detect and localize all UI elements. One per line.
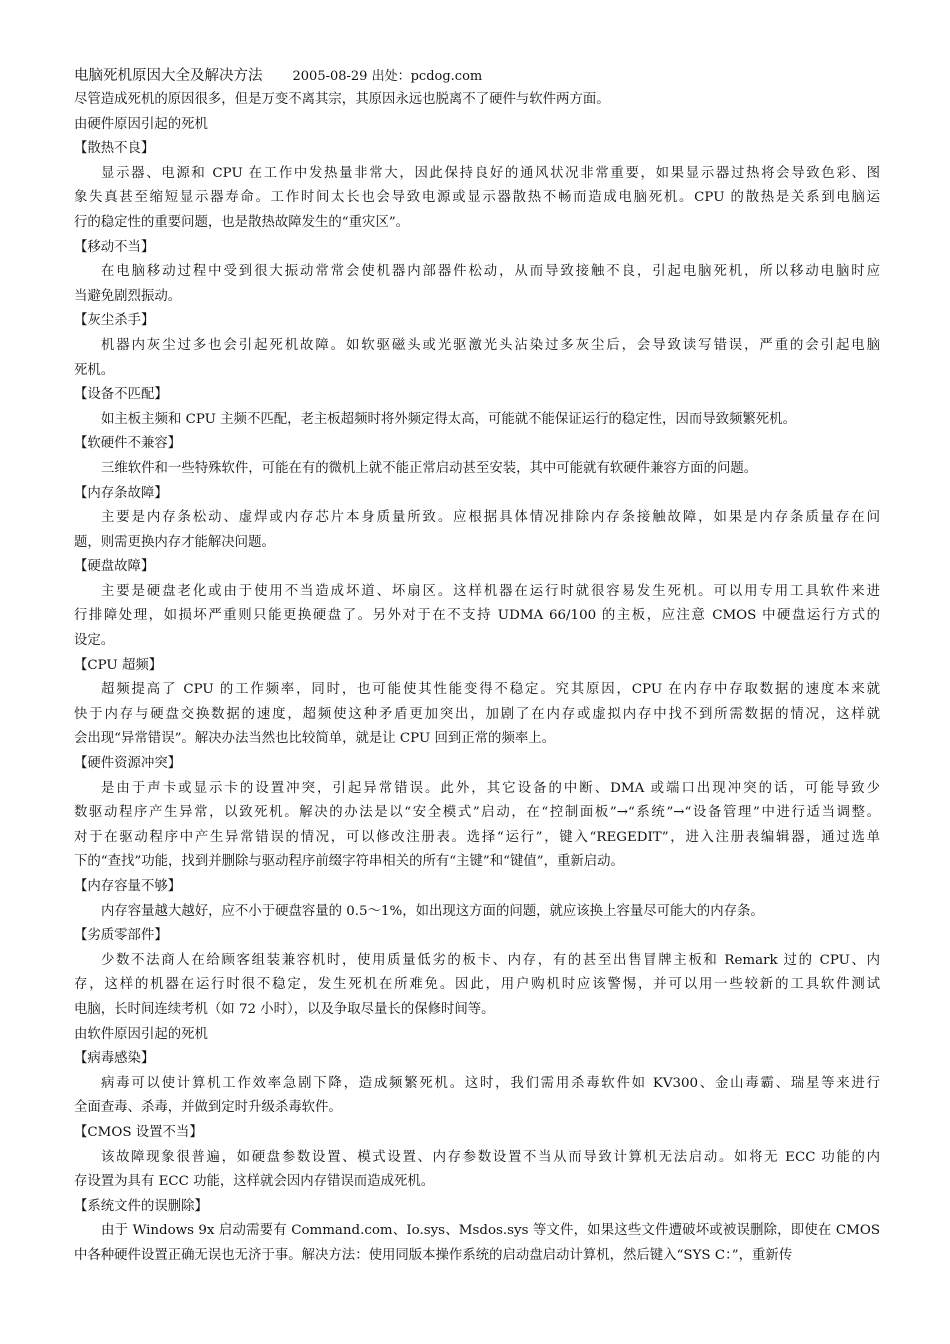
software-section-heading: 由软件原因引起的死机 <box>74 1026 208 1042</box>
section-item-heading: 【CMOS 设置不当】 <box>74 1124 203 1140</box>
section-item-heading: 【劣质零部件】 <box>74 928 168 944</box>
paragraph-line: 三维软件和一些特殊软件，可能在有的微机上就不能正常启动甚至安装，其中可能就有软硬件兼容方面的问题。 <box>101 460 758 476</box>
section-item-paragraph <box>74 678 880 752</box>
document-page <box>74 64 880 1269</box>
paragraph-line: 会出现“异常错误”。解决办法当然也比较简单，就是让 CPU 回到正常的频率上。 <box>74 731 556 747</box>
paragraph-line: 是由于声卡或显示卡的设置冲突，引起异常错误。此外，其它设备的中断、DMA 或端口出现冲突的话，可能导致少 <box>101 780 880 796</box>
section-item-heading: 【硬盘故障】 <box>74 559 155 575</box>
paragraph-line: 象失真甚至缩短显示器寿命。工作时间太长也会导致电源或显示器散热不畅而造成电脑死机。CPU 的散热是关系到电脑运 <box>74 190 880 206</box>
section-item-heading: 【设备不匹配】 <box>74 387 168 403</box>
paragraph-line: 机器内灰尘过多也会引起死机故障。如软驱磁头或光驱激光头沾染过多灰尘后，会导致读写错误，严重的会引起电脑 <box>101 337 880 353</box>
paragraph-line: 主要是内存条松动、虚焊或内存芯片本身质量所致。应根据具体情况排除内存条接触故障，如果是内存条质量存在问 <box>101 510 880 526</box>
paragraph-line: 内存容量越大越好，应不小于硬盘容量的 0.5～1%，如出现这方面的问题，就应该换上容量尽可能大的内存条。 <box>101 903 764 919</box>
paragraph-line: 病毒可以使计算机工作效率急剧下降，造成频繁死机。这时，我们需用杀毒软件如 KV300、金山毒霸、瑞星等来进行 <box>101 1075 880 1091</box>
paragraph-line: 该故障现象很普遍，如硬盘参数设置、模式设置、内存参数设置不当从而导致计算机无法启动。如将无 ECC 功能的内 <box>101 1149 880 1165</box>
paragraph-line: 存设置为具有 ECC 功能，这样就会因内存错误而造成死机。 <box>74 1174 435 1190</box>
title-line <box>74 64 880 88</box>
section-item-heading: 【散热不良】 <box>74 141 155 157</box>
paragraph-line: 由于 Windows 9x 启动需要有 Command.com、Io.sys、Msdos.sys 等文件，如果这些文件遭破坏或被误删除，即使在 CMOS <box>101 1223 880 1239</box>
section-item-heading: 【硬件资源冲突】 <box>74 756 182 772</box>
intro-text: 尽管造成死机的原因很多，但是万变不离其宗，其原因永远也脱离不了硬件与软件两方面。 <box>74 92 610 107</box>
paragraph-line: 行排障处理，如损坏严重则只能更换硬盘了。另外对于在不支持 UDMA 66/100 的主板，应注意 CMOS 中硬盘运行方式的 <box>74 608 880 624</box>
section-item-paragraph <box>74 777 880 875</box>
paragraph-line: 主要是硬盘老化或由于使用不当造成坏道、坏扇区。这样机器在运行时就很容易发生死机。可以用专用工具软件来进 <box>101 583 880 599</box>
section-item-paragraph <box>74 457 880 482</box>
section-item-paragraph <box>74 260 880 309</box>
section-item-heading: 【CPU 超频】 <box>74 657 163 673</box>
paragraph-line: 对于在驱动程序中产生异常错误的情况，可以修改注册表。选择“运行”，键入“REGEDIT”，进入注册表编辑器，通过选单 <box>74 829 880 845</box>
section-item-paragraph <box>74 1146 880 1195</box>
section-item-paragraph <box>74 900 880 925</box>
section-item-paragraph <box>74 949 880 1023</box>
paragraph-line: 超频提高了 CPU 的工作频率，同时，也可能使其性能变得不稳定。究其原因，CPU 在内存中存取数据的速度本来就 <box>101 682 880 698</box>
section-item-paragraph <box>74 506 880 555</box>
section-item-heading: 【系统文件的误删除】 <box>74 1198 208 1214</box>
section-item-heading: 【移动不当】 <box>74 239 155 255</box>
paragraph-line: 少数不法商人在给顾客组装兼容机时，使用质量低劣的板卡、内存，有的甚至出售冒牌主板和 Remark 过的 CPU、内 <box>101 952 880 968</box>
paragraph-line: 存，这样的机器在运行时很不稳定，发生死机在所难免。因此，用户购机时应该警惕，并可以用一些较新的工具软件测试 <box>74 977 880 993</box>
section-item-paragraph <box>74 1072 880 1121</box>
paragraph-line: 中各种硬件设置正确无误也无济于事。解决方法：使用同版本操作系统的启动盘启动计算机，然后键入“SYS C：”，重新传 <box>74 1247 793 1263</box>
section-item-paragraph <box>74 408 880 433</box>
hardware-items <box>74 137 880 1022</box>
paragraph-line: 当避免剧烈振动。 <box>74 288 182 304</box>
paragraph-line: 显示器、电源和 CPU 在工作中发热量非常大，因此保持良好的通风状况非常重要，如果显示器过热将会导致色彩、图 <box>101 165 880 181</box>
paragraph-line: 题，则需更换内存才能解决问题。 <box>74 534 275 550</box>
paragraph-line: 如主板主频和 CPU 主频不匹配，老主板超频时将外频定得太高，可能就不能保证运行的稳定性，因而导致频繁死机。 <box>101 411 796 427</box>
document-title: 电脑死机原因大全及解决方法 <box>74 68 263 84</box>
section-item-paragraph <box>74 1219 880 1268</box>
section-item-heading: 【内存条故障】 <box>74 485 168 501</box>
paragraph-line: 数驱动程序产生异常，以致死机。解决的办法是以“安全模式”启动，在“控制面板”→“系统”→“设备管理”中进行适当调整。 <box>74 805 880 821</box>
paragraph-line: 下的“查找”功能，找到并删除与驱动程序前缀字符串相关的所有“主键”和“键值”，重新启动。 <box>74 854 624 870</box>
section-item-heading: 【灰尘杀手】 <box>74 313 155 329</box>
paragraph-line: 行的稳定性的重要问题，也是散热故障发生的“重灾区”。 <box>74 214 410 230</box>
paragraph-line: 死机。 <box>74 362 115 378</box>
section-item-heading: 【内存容量不够】 <box>74 879 182 894</box>
paragraph-line: 快于内存与硬盘交换数据的速度，超频使这种矛盾更加突出，加剧了在内存或虚拟内存中找不到所需数据的情况，这样就 <box>74 706 880 722</box>
paragraph-line: 全面查毒、杀毒，并做到定时升级杀毒软件。 <box>74 1100 342 1116</box>
software-items <box>74 1047 880 1268</box>
section-item-heading: 【病毒感染】 <box>74 1051 155 1067</box>
paragraph-line: 电脑，长时间连续考机（如 72 小时），以及争取尽量长的保修时间等。 <box>74 1001 495 1017</box>
section-item-heading: 【软硬件不兼容】 <box>74 436 182 452</box>
section-item-paragraph <box>74 162 880 236</box>
document-meta: 2005-08-29 出处：pcdog.com <box>292 69 483 84</box>
paragraph-line: 在电脑移动过程中受到很大振动常常会使机器内部器件松动，从而导致接触不良，引起电脑死机，所以移动电脑时应 <box>101 264 880 280</box>
section-item-paragraph <box>74 580 880 654</box>
hardware-section-heading: 由硬件原因引起的死机 <box>74 116 208 132</box>
section-item-paragraph <box>74 334 880 383</box>
paragraph-line: 设定。 <box>74 633 115 649</box>
